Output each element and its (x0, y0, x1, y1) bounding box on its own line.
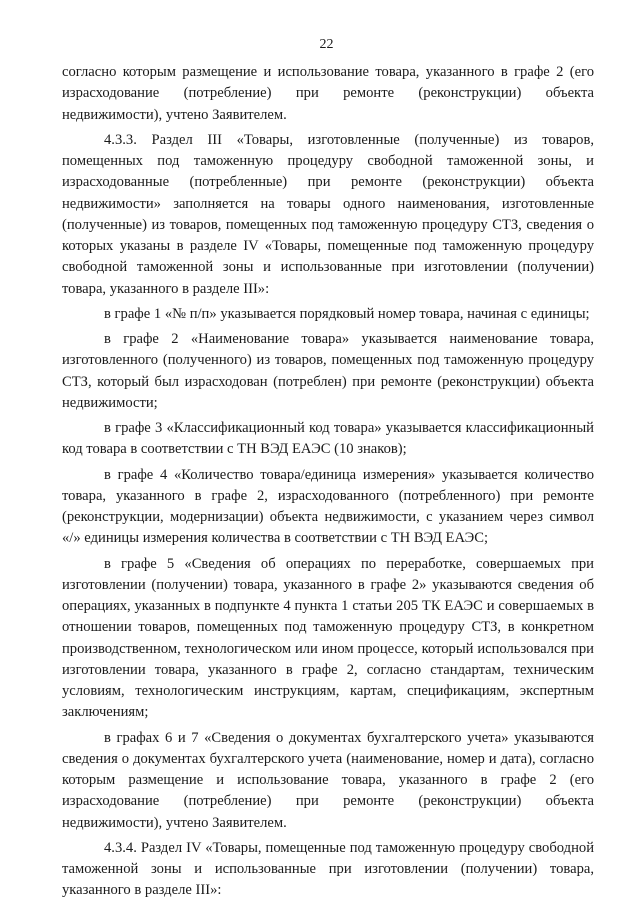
paragraph-column-5: в графе 5 «Сведения об операциях по переработке, совершаемых при изготовлении (получении) товара, указанного в графе 2» указываются сведения об операциях, указанных в подпункте 4 пункта 1 статьи 205 ТК ЕАЭС и совершаемых в отношении товаров, помещенных под таможенную процедуру СТЗ, в конкретном производственном, технологическом или ином процессе, который использовался при изготовлении товара, указанного в графе 2, согласно стандартам, техническим условиям, технологическим инструкциям, картам, спецификациям, экспертным заключениям; (62, 555, 594, 721)
paragraph-section-4-3-3: 4.3.3. Раздел III «Товары, изготовленные (полученные) из товаров, помещенных под таможенную процедуру свободной таможенной зоны, и израсходованные (потребленные) при ремонте (реконструкции) объекта недвижимости» заполняется на товары одного наименования, изготовленные (полученные) из товаров, помещенных под таможенную процедуру СТЗ, сведения о которых указаны в разделе IV «Товары, помещенные под таможенную процедуру свободной таможенной зоны и использованные при изготовлении (получении) товара, указанного в разделе III»: (62, 131, 594, 297)
page-number: 22 (319, 37, 334, 52)
paragraph-column-2: в графе 2 «Наименование товара» указывается наименование товара, изготовленного (полученного) из товаров, помещенных под таможенную процедуру СТЗ, который был израсходован (потреблен) при ремонте (реконструкции) объекта недвижимости; (62, 331, 594, 411)
paragraph-column-1: в графе 1 «№ п/п» указывается порядковый номер товара, начиная с единицы; (104, 305, 590, 322)
document-page (62, 36, 594, 906)
paragraph-columns-6-7: в графах 6 и 7 «Сведения о документах бухгалтерского учета» указываются сведения о документах бухгалтерского учета (наименование, номер и дата), согласно которым размещение и использование товара, указанного в графе 2 (его израсходование (потребление) при ремонте (реконструкции) объекта недвижимости), учтено Заявителем. (62, 729, 594, 831)
paragraph-continuation: согласно которым размещение и использование товара, указанного в графе 2 (его израсходование (потребление) при ремонте (реконструкции) объекта недвижимости), учтено Заявителем. (62, 64, 594, 123)
paragraph-column-4: в графе 4 «Количество товара/единица измерения» указывается количество товара, указанного в графе 2, израсходованного (потребленного) при ремонте (реконструкции, модернизации) объекта недвижимости, с указанием через символ «/» единицы измерения количества в соответствии с ТН ВЭД ЕАЭС; (62, 466, 594, 547)
paragraph-column-3: в графе 3 «Классификационный код товара» указывается классификационный код товара в соответствии с ТН ВЭД ЕАЭС (10 знаков); (62, 420, 594, 458)
paragraph-section-4-3-4: 4.3.4. Раздел IV «Товары, помещенные под таможенную процедуру свободной таможенной зоны и использованные при изготовлении (получении) товара, указанного в разделе III»: (62, 839, 594, 899)
